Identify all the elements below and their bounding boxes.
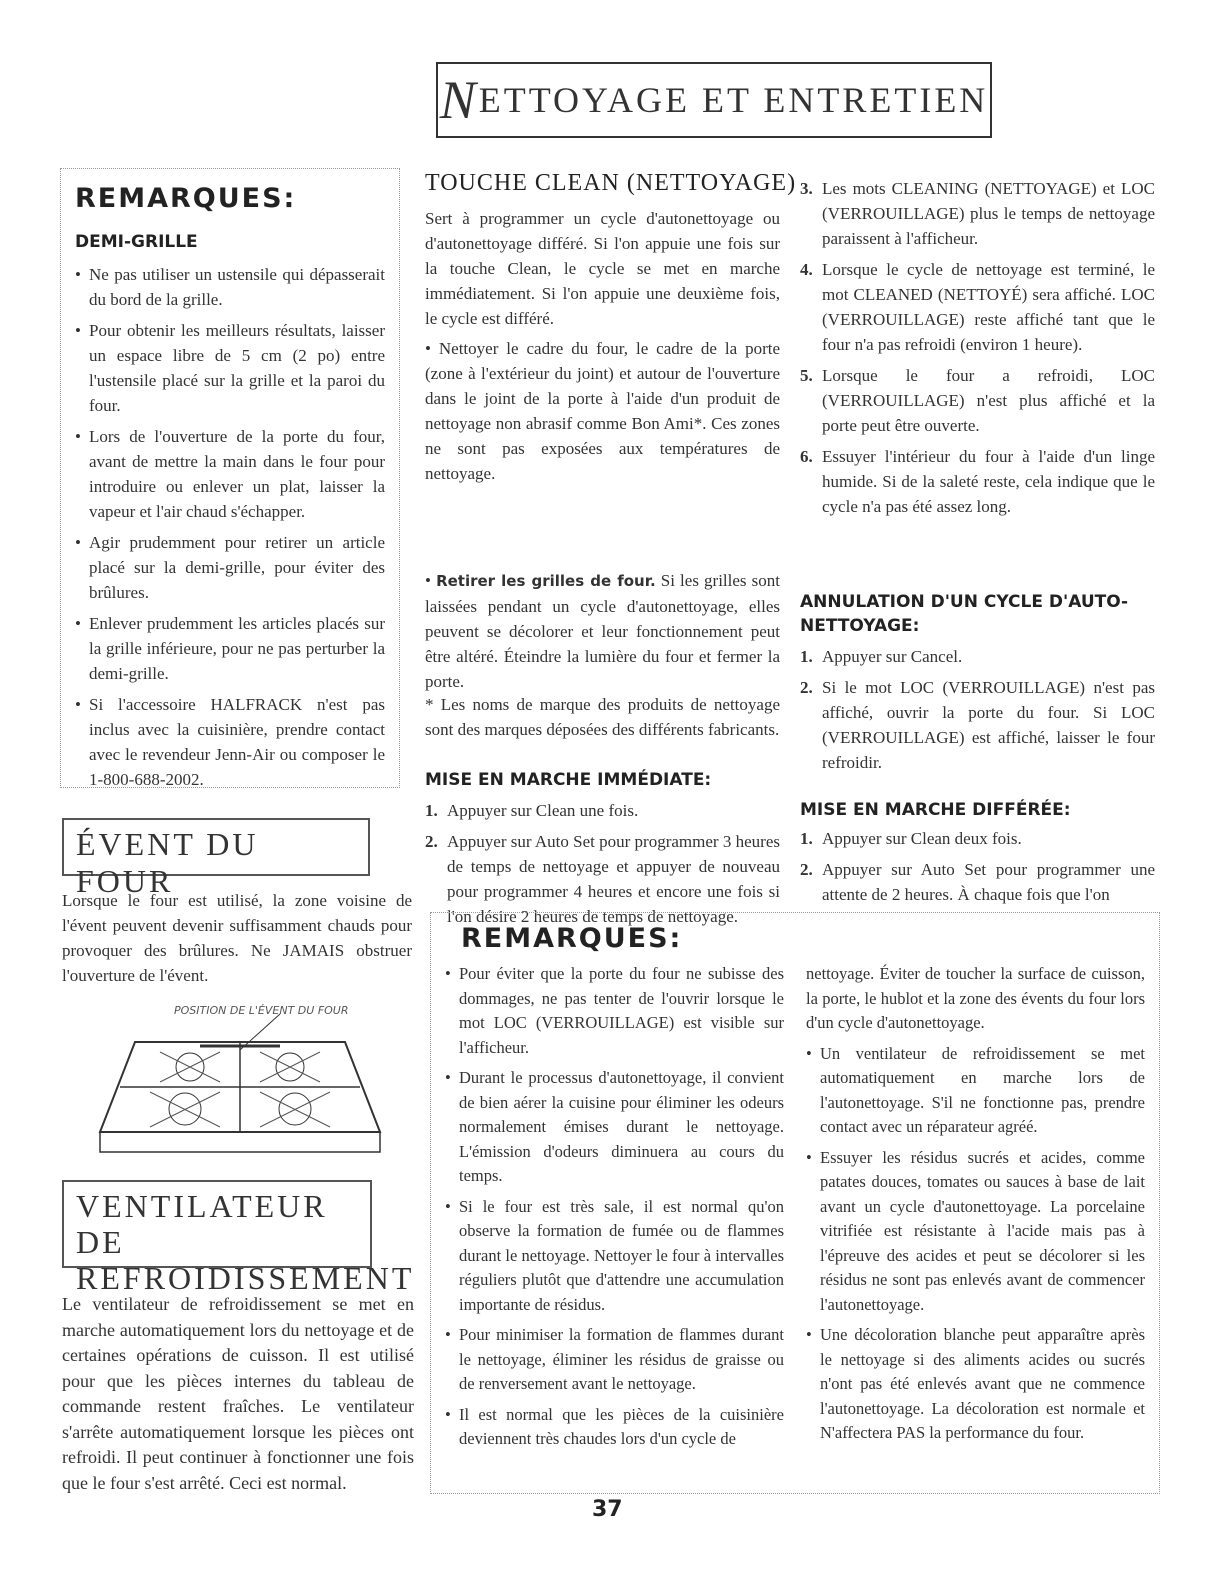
step-number: 4. (800, 260, 813, 279)
remarques-bottom-col1 (445, 962, 784, 1458)
list-item (800, 675, 1155, 775)
remarques-bottom-heading: REMARQUES: (461, 923, 683, 954)
differee-list (800, 826, 1155, 907)
bullet-text: Nettoyer le cadre du four, le cadre de la porte (zone à l'extérieur du joint) et autour de l'ouverture dans le joint de la porte à l'aide d'un produit de nettoyage non abrasif comme Bon Ami*. Ces zones ne sont pas exposées aux températures de nettoyage. (425, 339, 780, 483)
list-item: • Il est normal que les pièces de la cuisinière deviennent très chaudes lors d'un cycle de (445, 1403, 784, 1452)
list-item: • Pour obtenir les meilleurs résultats, laisser un espace libre de 5 cm (2 po) entre l'ustensile placé sur la grille et la paroi du four. (75, 318, 385, 418)
ventilateur-title (62, 1180, 415, 1296)
step-text: Appuyer sur Clean une fois. (447, 801, 639, 820)
list-item (800, 176, 1155, 251)
remarques-bottom-columns (445, 962, 1145, 1458)
page-number: 37 (592, 1497, 623, 1522)
list-item (800, 363, 1155, 438)
step-text: Lorsque le four a refroidi, LOC (VERROUILLAGE) n'est plus affiché et la porte peut être ouverte. (822, 366, 1155, 435)
step-text: Les mots CLEANING (NETTOYAGE) et LOC (VERROUILLAGE) plus le temps de nettoyage paraissent à l'afficheur. (822, 179, 1155, 248)
immediate-list-cont (800, 176, 1155, 519)
remarques-left-list (75, 262, 385, 792)
list-item: • Une décoloration blanche peut apparaître après le nettoyage si des aliments acides ou sucrés n'ont pas été enlevés avant que ne commence l'autonettoyage. La décoloration est normale et N'affectera PAS la performance du four. (806, 1323, 1145, 1446)
step-number: 6. (800, 447, 813, 466)
title-rest: ETTOYAGE ET ENTRETIEN (478, 80, 989, 120)
step-number: 2. (800, 860, 813, 879)
step-text: Appuyer sur Cancel. (822, 647, 963, 666)
step-number: 3. (800, 179, 813, 198)
event-caption: POSITION DE L'ÉVENT DU FOUR (174, 1004, 349, 1017)
list-item: • Enlever prudemment les articles placés sur la grille inférieure, pour ne pas perturber la demi-grille. (75, 611, 385, 686)
list-item: • Agir prudemment pour retirer un article placé sur la demi-grille, pour éviter des brûlures. (75, 530, 385, 605)
page-title (436, 62, 992, 138)
title-initial: N (439, 70, 479, 130)
step-text: Appuyer sur Auto Set pour programmer 3 heures de temps de nettoyage et appuyer de nouveau pour programmer 4 heures et encore une fois si l'on désire 2 heures de temps de nettoyage. (447, 832, 780, 926)
clean-title: TOUCHE CLEAN (NETTOYAGE) (425, 170, 797, 196)
col2-continuation: nettoyage. Éviter de toucher la surface de cuisson, la porte, le hublot et la zone des évents du four lors d'un cycle d'autonettoyage. (806, 964, 1145, 1032)
differee-heading: MISE EN MARCHE DIFFÉRÉE: (800, 800, 1071, 820)
clean-intro: Sert à programmer un cycle d'autonettoyage ou d'autonettoyage différé. Si l'on appuie une fois sur la touche Clean, le cycle se met en marche immédiatement. Si l'on appuie une deuxième fois, le cycle est différé. (425, 209, 780, 328)
right-steps (800, 176, 1155, 525)
remarques-bottom-col2 (806, 962, 1145, 1458)
ventilateur-title-line1: VENTILATEUR DE (76, 1188, 328, 1260)
list-item (425, 798, 780, 823)
step-number: 1. (800, 829, 813, 848)
list-item (800, 826, 1155, 851)
step-text: Appuyer sur Auto Set pour programmer une attente de 2 heures. À chaque fois que l'on (822, 860, 1155, 904)
step-text: Essuyer l'intérieur du four à l'aide d'un linge humide. Si de la saleté reste, cela indique que le cycle n'a pas été assez long. (822, 447, 1155, 516)
remarques-bottom-box (430, 912, 1160, 1494)
step-number: 1. (800, 647, 813, 666)
step-text: Appuyer sur Clean deux fois. (822, 829, 1022, 848)
remarques-heading: REMARQUES: (75, 183, 297, 214)
list-item (800, 444, 1155, 519)
annulation-list (800, 644, 1155, 775)
immediate-heading: MISE EN MARCHE IMMÉDIATE: (425, 770, 712, 790)
ventilateur-title-line2: REFROIDISSEMENT (76, 1260, 415, 1296)
demi-grille-heading: DEMI-GRILLE (75, 232, 198, 252)
step-number: 1. (425, 801, 438, 820)
differee-steps (800, 826, 1155, 913)
clean-bullet1 (425, 336, 780, 486)
event-title: ÉVENT DU FOUR (62, 818, 370, 876)
list-item: • Lors de l'ouverture de la porte du four, avant de mettre la main dans le four pour introduire ou enlever un plat, laisser la vapeur et l'air chaud s'échapper. (75, 424, 385, 524)
step-text: Lorsque le cycle de nettoyage est terminé, le mot CLEANED (NETTOYÉ) sera affiché. LOC (VERROUILLAGE) reste affiché tant que le four n'a pas refroidi (environ 1 heure). (822, 260, 1155, 354)
event-text: Lorsque le four est utilisé, la zone voisine de l'évent peuvent devenir suffisamment chauds pour provoquer des brûlures. Ne JAMAIS obstruer l'ouverture de l'évent. (62, 891, 412, 985)
remarques-bottom-col2-list (806, 1042, 1145, 1446)
annulation-heading: ANNULATION D'UN CYCLE D'AUTO-NETTOYAGE: (800, 592, 1129, 636)
step-number: 5. (800, 366, 813, 385)
bullet-mark: • (425, 339, 439, 358)
clean-footnote: * Les noms de marque des produits de nettoyage sont des marques déposées des différents fabricants. (425, 695, 780, 739)
step-text: Si le mot LOC (VERROUILLAGE) n'est pas affiché, ouvrir la porte du four. Si LOC (VERROUILLAGE) est affiché, laisser le four refroidir. (822, 678, 1155, 772)
list-item: • Pour éviter que la porte du four ne subisse des dommages, ne pas tenter de l'ouvrir lorsque le mot LOC (VERROUILLAGE) est visible sur l'afficheur. (445, 962, 784, 1060)
step-number: 2. (425, 832, 438, 851)
annulation-steps (800, 644, 1155, 781)
list-item: • Si le four est très sale, il est normal qu'on observe la formation de fumée ou de flammes durant le nettoyage. Nettoyer le four à intervalles réguliers plutôt que d'attendre une accumulation importante de résidus. (445, 1195, 784, 1318)
list-item: • Durant le processus d'autonettoyage, il convient de bien aérer la cuisine pour éliminer les odeurs normalement émises durant le nettoyage. L'émission d'odeurs diminuera au cours du temps. (445, 1066, 784, 1189)
list-item (800, 257, 1155, 357)
clean-bullet2: • Retirer les grilles de four. Si les grilles sont laissées pendant un cycle d'autonettoyage, elles peuvent se décolorer et leur fonctionnement peut être altéré. Éteindre la lumière du four et fermer la porte. (425, 571, 780, 691)
list-item: • Si l'accessoire HALFRACK n'est pas inclus avec la cuisinière, prendre contact avec le revendeur Jenn-Air ou composer le 1-800-688-2002. (75, 692, 385, 792)
stove-illustration (90, 1012, 390, 1172)
bullet-text: Si les grilles sont laissées pendant un cycle d'autonettoyage, elles peuvent se décolorer et leur fonctionnement peut être altéré. Éteindre la lumière du four et fermer la porte. (425, 571, 780, 691)
remarques-left-box (60, 168, 400, 788)
ventilateur-text: Le ventilateur de refroidissement se met en marche automatiquement lors du nettoyage et de certaines opérations de cuisson. Il est utilisé pour que les pièces internes du tableau de commande restent fraîches. Le ventilateur s'arrête automatiquement lorsque les pièces ont refroidi. Il peut continuer à fonctionner une fois que le four s'est arrêté. Ceci est normal. (62, 1294, 414, 1493)
list-item: • Ne pas utiliser un ustensile qui dépasserait du bord de la grille. (75, 262, 385, 312)
list-item: • Essuyer les résidus sucrés et acides, comme patates douces, tomates ou sauces à base de lait avant un cycle d'autonettoyage. La porcelaine vitrifiée est résistante à l'acide mais pas à l'épreuve des acides et peut se décolorer si les résidus ne sont pas enlevés avant de commencer l'autonettoyage. (806, 1146, 1145, 1318)
list-item: • Un ventilateur de refroidissement se met automatiquement en marche lors de l'autonettoyage. S'il ne fonctionne pas, prendre contact avec un réparateur agréé. (806, 1042, 1145, 1140)
step-number: 2. (800, 678, 813, 697)
bullet-bold-text: Retirer les grilles de four. (436, 572, 656, 590)
list-item (800, 644, 1155, 669)
immediate-list (425, 798, 780, 929)
list-item (800, 857, 1155, 907)
list-item: • Pour minimiser la formation de flammes durant le nettoyage, éliminer les résidus de graisse ou de renversement avant le nettoyage. (445, 1323, 784, 1397)
